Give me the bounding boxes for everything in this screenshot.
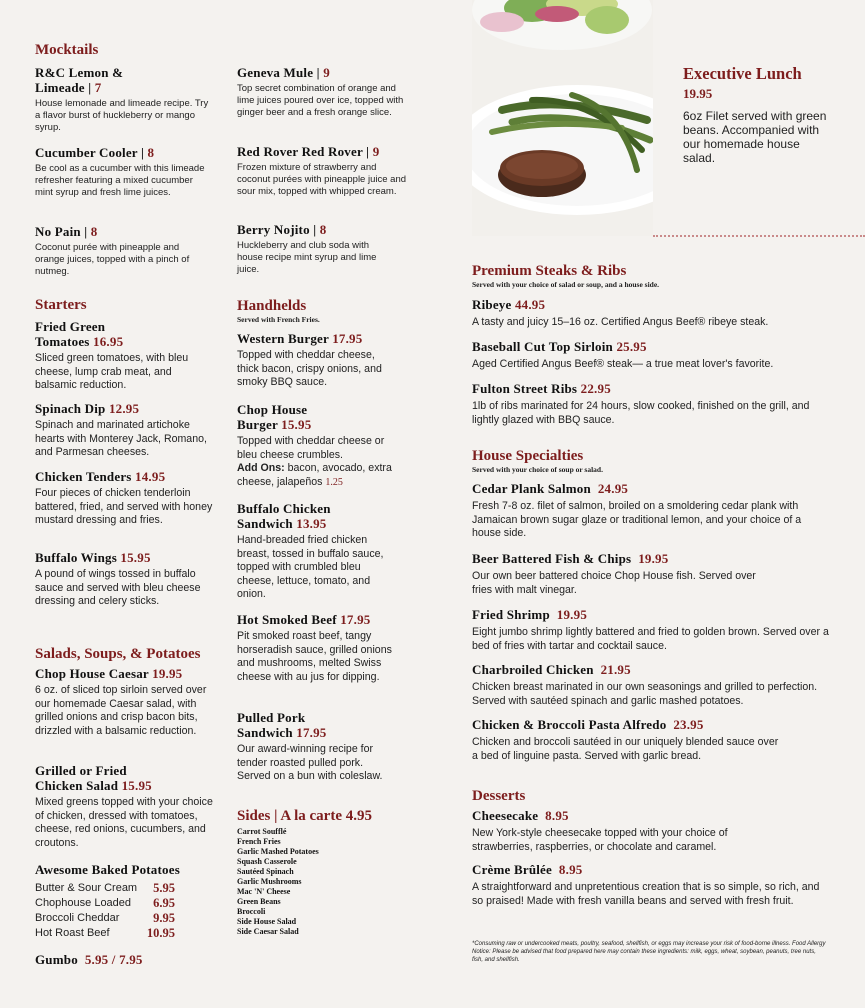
item-price: 44.95 (514, 297, 546, 312)
item-name: Buffalo Chicken (237, 501, 331, 516)
item-description: Be cool as a cucumber with this limeade refresher featuring a mixed cucumber mint syrup and fresh lime juices. (35, 163, 205, 198)
item-name: Chop House (237, 402, 308, 417)
menu-item: Geneva Mule | 9 Top secret combination of orange and lime juices poured over ice, topped with ginger beer and a fresh orange slice. (237, 65, 407, 119)
item-description: Coconut purée with pineapple and orange juices, topped with a pinch of nutmeg. (35, 242, 190, 277)
item-description: A straightforward and unpretentious creation that is so simple, so rich, and so praised! Made with fresh vanilla beans and served with fresh fruit. (472, 881, 820, 907)
item-price: 9 (372, 144, 380, 159)
list-item: Side House Salad (237, 917, 297, 926)
desserts-heading: Desserts (472, 788, 526, 804)
item-price: 9 (323, 65, 330, 80)
menu-item (472, 607, 832, 653)
item-name: Cedar Plank Salmon (472, 481, 591, 496)
menu-item (35, 763, 215, 850)
baked-potatoes (35, 862, 215, 941)
menu-item (237, 612, 402, 684)
list-item: Mac 'N' Cheese (237, 887, 291, 896)
executive-heading: Executive Lunch (683, 64, 802, 83)
item-description: Huckleberry and club soda with house recipe mint syrup and lime juice. (237, 240, 377, 275)
menu-item (35, 319, 215, 393)
addons-label: Add Ons: (237, 462, 285, 475)
item-name: Burger (237, 417, 278, 432)
menu-item (472, 717, 832, 763)
list-item: Side Caesar Salad (237, 927, 299, 936)
item-price: 24.95 (597, 481, 629, 496)
specialties-heading: House Specialties (472, 448, 584, 464)
item-description: Four pieces of chicken tenderloin battered, fried, and served with honey mustard dressing and fries. (35, 487, 213, 527)
item-name: Pulled Pork (237, 710, 306, 725)
allergy-disclaimer: *Consuming raw or undercooked meats, poultry, seafood, shellfish, or eggs may increase your risk of food-borne illness. Food Allergy Notice: Please be advised that food prepared here may contain these ingredients: milk, eggs, wheat, soybean, peanuts, tree nuts, fish, and shellfish. (472, 941, 826, 963)
divider (653, 235, 865, 237)
item-price: 8 (90, 224, 98, 239)
item-name: Limeade (35, 80, 85, 95)
gumbo-item (35, 952, 215, 967)
item-description: 1lb of ribs marinated for 24 hours, slow cooked, finished on the grill, and lightly glazed with BBQ sauce. (472, 400, 810, 426)
list-item: Chophouse Loaded 6.95 (35, 896, 175, 910)
addons-price: 1.25 (325, 476, 343, 488)
item-description: Aged Certified Angus Beef® steak— a true meat lover's favorite. (472, 358, 774, 370)
item-description: Chicken and broccoli sautéed in our uniquely blended sauce over a bed of linguine pasta. Served with garlic bread. (472, 736, 779, 762)
menu-item (35, 666, 215, 738)
handhelds-note: Served with French Fries. (237, 315, 320, 324)
menu-item: No Pain | 8 Coconut purée with pineapple and orange juices, topped with a pinch of nutmeg. (35, 224, 210, 278)
menu-item: Red Rover Red Rover | 9 Frozen mixture of strawberry and coconut purées with pineapple juice and sour mix, topped with whipped cream. (237, 144, 407, 197)
baked-potatoes-title: Awesome Baked Potatoes (35, 862, 180, 877)
item-price: 15.95 (281, 417, 312, 432)
item-name: Berry Nojito (237, 222, 310, 237)
steak-photo (472, 0, 653, 236)
item-price: 12.95 (108, 401, 140, 416)
item-name: Fried Green (35, 319, 106, 334)
item-name: Beer Battered Fish & Chips (472, 551, 632, 566)
list-item: Hot Roast Beef 10.95 (35, 926, 175, 940)
menu-item: Cucumber Cooler | 8 Be cool as a cucumber with this limeade refresher featuring a mixed cucumber mint syrup and fresh lime juices. (35, 145, 210, 199)
item-name: Western Burger (237, 331, 329, 346)
menu-item (35, 469, 215, 528)
item-price: 17.95 (340, 612, 371, 627)
menu-item (237, 710, 397, 784)
item-description: Top secret combination of orange and lime juices poured over ice, topped with ginger beer and a fresh orange slice. (237, 83, 404, 118)
item-description: Sliced green tomatoes, with bleu cheese, lump crab meat, and balsamic reduction. (35, 352, 189, 392)
item-name: Charbroiled Chicken (472, 662, 594, 677)
item-name: Chop House Caesar (35, 666, 149, 681)
executive-description: 6oz Filet served with green beans. Accompanied with our homemade house salad. (683, 109, 827, 165)
item-price: 19.95 (556, 607, 588, 622)
menu-item (472, 808, 832, 854)
item-name: Gumbo (35, 952, 78, 967)
mocktails-heading: Mocktails (35, 42, 99, 58)
item-price: 5.95 / 7.95 (84, 952, 143, 967)
item-price: 22.95 (580, 381, 611, 396)
item-name: Chicken Tenders (35, 469, 132, 484)
specialties-note: Served with your choice of soup or salad. (472, 465, 603, 474)
item-name: Fulton Street Ribs (472, 381, 578, 396)
menu-item (237, 402, 397, 489)
menu-item (472, 481, 832, 541)
list-item: Green Beans (237, 897, 281, 906)
item-name: Cucumber Cooler (35, 145, 138, 160)
item-price: 8.95 (558, 862, 583, 877)
item-price: 15.95 (121, 778, 152, 793)
item-name: Red Rover Red Rover (237, 144, 363, 159)
item-price: 16.95 (93, 334, 124, 349)
item-name: Geneva Mule (237, 65, 314, 80)
item-name: Ribeye (472, 297, 512, 312)
item-name: Hot Smoked Beef (237, 612, 337, 627)
item-description: Hand-breaded fried chicken breast, tossed in buffalo sauce, topped with crumbled bleu cheese, lettuce, tomato, and onion. (237, 534, 384, 601)
item-price: 19.95 (152, 666, 183, 681)
item-name: Sandwich (237, 725, 293, 740)
item-name: Fried Shrimp (472, 607, 550, 622)
item-description: A tasty and juicy 15–16 oz. Certified Angus Beef® ribeye steak. (472, 316, 769, 328)
item-price: 21.95 (600, 662, 631, 677)
item-name: Grilled or Fried (35, 763, 127, 778)
item-name: Chicken & Broccoli Pasta Alfredo (472, 717, 667, 732)
list-item: Butter & Sour Cream 5.95 (35, 881, 175, 895)
item-description: New York-style cheesecake topped with your choice of strawberries, raspberries, or chocolate and caramel. (472, 827, 728, 853)
item-description: Our award-winning recipe for tender roasted pulled pork. Served on a bun with coleslaw. (237, 743, 383, 783)
item-price: 15.95 (120, 550, 151, 565)
item-description: Topped with cheddar cheese, thick bacon, crispy onions, and smoky BBQ sauce. (237, 349, 382, 389)
item-price: 17.95 (296, 725, 327, 740)
item-price: 8 (147, 145, 155, 160)
menu-item (35, 550, 215, 609)
list-item: Broccoli Cheddar 9.95 (35, 911, 175, 925)
item-description: Spinach and marinated artichoke hearts with Monterey Jack, Romano, and Parmesan cheeses. (35, 419, 207, 459)
item-description: A pound of wings tossed in buffalo sauce and served with bleu cheese dressing and celery sticks. (35, 568, 201, 608)
executive-price: 19.95 (683, 86, 713, 101)
item-price: 13.95 (296, 516, 327, 531)
item-price: 25.95 (616, 339, 647, 354)
sides-list (237, 827, 319, 937)
menu-item (237, 331, 397, 390)
list-item: Broccoli (237, 907, 266, 916)
list-item: Garlic Mushrooms (237, 877, 302, 886)
list-item: Garlic Mashed Potatoes (237, 847, 319, 856)
item-description: Eight jumbo shrimp lightly battered and fried to golden brown. Served over a bed of fries with tartar and cocktail sauce. (472, 626, 829, 652)
item-price: 8.95 (545, 808, 569, 823)
item-price: 17.95 (332, 331, 363, 346)
item-name: No Pain (35, 224, 81, 239)
item-description: Our own beer battered choice Chop House fish. Served over fries with malt vinegar. (472, 570, 756, 596)
menu-item (472, 297, 832, 330)
item-description: Topped with cheddar cheese or bleu cheese crumbles. Add Ons: bacon, avocado, extra cheese, jalapeños 1.25 (237, 435, 392, 488)
steaks-heading: Premium Steaks & Ribs (472, 263, 627, 279)
salads-heading: Salads, Soups, & Potatoes (35, 646, 201, 662)
item-description: House lemonade and limeade recipe. Try a flavor burst of huckleberry or mango syrup. (35, 98, 209, 133)
menu-item (237, 501, 397, 602)
item-name: Buffalo Wings (35, 550, 117, 565)
item-price: 19.95 (638, 551, 669, 566)
item-price: 23.95 (673, 717, 704, 732)
item-description: 6 oz. of sliced top sirloin served over our homemade Caesar salad, with grilled onions and crisp bacon bits, drizzled with a balsamic reduction. (35, 684, 207, 737)
sides-heading: Sides | A la carte 4.95 (237, 808, 372, 824)
list-item: Sautéed Spinach (237, 867, 294, 876)
item-description: Pit smoked roast beef, tangy horseradish sauce, grilled onions and mushrooms, melted Swiss cheese with au jus for dipping. (237, 630, 392, 683)
menu-item: R&C Lemon & Limeade | 7 House lemonade and limeade recipe. Try a flavor burst of huckleberry or mango syrup. (35, 65, 209, 133)
item-name: Cheesecake (472, 808, 539, 823)
item-name: Crème Brûlée (472, 862, 553, 877)
menu-item (472, 662, 832, 708)
item-name: Chicken Salad (35, 778, 119, 793)
item-name: R&C Lemon & (35, 65, 124, 80)
menu-item (472, 862, 832, 908)
handhelds-heading: Handhelds (237, 298, 307, 314)
item-description: Frozen mixture of strawberry and coconut purées with pineapple juice and sour mix, topped with whipped cream. (237, 162, 407, 197)
item-name: Sandwich (237, 516, 293, 531)
item-name: Tomatoes (35, 334, 90, 349)
item-name: Spinach Dip (35, 401, 106, 416)
menu-item (35, 401, 215, 460)
menu-item (472, 339, 832, 372)
list-item: Squash Casserole (237, 857, 297, 866)
menu-item: Berry Nojito | 8 Huckleberry and club soda with house recipe mint syrup and lime juice. (237, 222, 397, 276)
menu-item (472, 381, 832, 427)
item-price: 14.95 (135, 469, 166, 484)
item-price: 7 (94, 80, 102, 95)
item-name: Baseball Cut Top Sirloin (472, 339, 613, 354)
item-description: Mixed greens topped with your choice of chicken, dressed with tomatoes, cheese, red onions, cucumbers, and croutons. (35, 796, 213, 849)
menu-item (472, 551, 832, 597)
item-description: Fresh 7-8 oz. filet of salmon, broiled on a smoldering cedar plank with Jamaican brown sugar glaze or traditional lemon, and your choice of a house side. (472, 500, 802, 540)
item-price: 8 (319, 222, 327, 237)
list-item: French Fries (237, 837, 281, 846)
item-description: Chicken breast marinated in our own seasonings and grilled to perfection. Served with sautéed spinach and garlic mashed potatoes. (472, 681, 818, 707)
starters-heading: Starters (35, 297, 87, 313)
steaks-note: Served with your choice of salad or soup, and a house side. (472, 280, 660, 289)
list-item: Carrot Soufflé (237, 827, 287, 836)
